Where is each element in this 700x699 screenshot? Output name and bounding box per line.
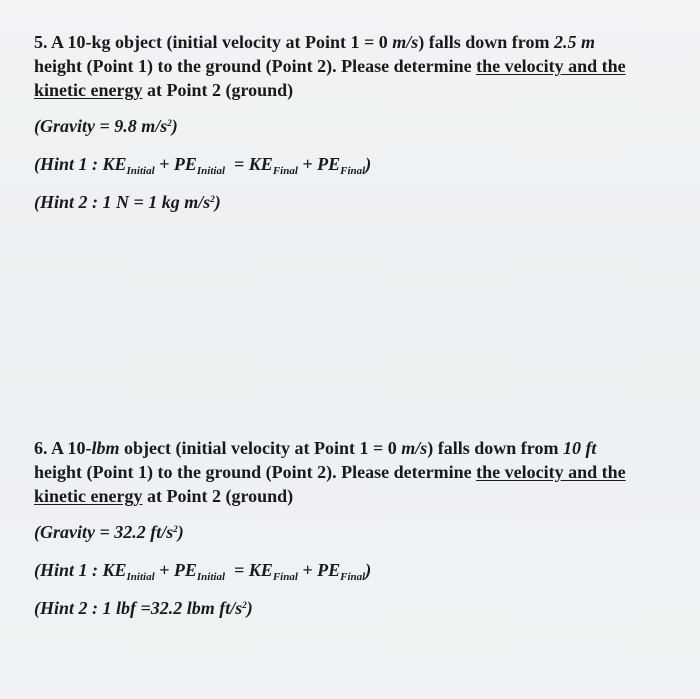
problem-6-velocity-unit: m/s bbox=[401, 438, 428, 458]
problem-6-initial-velocity: 0 bbox=[387, 438, 397, 458]
problem-5-hint-1: (Hint 1 : $KE_{Initial} + PE_{Initial} = KE_{Final} + PE_{Final}$) bbox=[34, 154, 372, 177]
problem-6-underlined-1: the velocity and the bbox=[476, 462, 626, 482]
problem-6-hint-1: (Hint 1 : $KE_{Initial} + PE_{Initial} = KE_{Final} + PE_{Final}$) bbox=[34, 560, 372, 583]
problem-6-text-2: height (Point 1) to the ground (Point 2). Please determine bbox=[34, 462, 472, 482]
problem-5-gravity: (Gravity = 9.8 $m/s^2$) bbox=[34, 116, 178, 136]
problem-5-equals: = bbox=[363, 32, 375, 52]
problem-5 bbox=[34, 30, 674, 214]
problem-6-height: 10 ft bbox=[562, 438, 597, 458]
problem-6-text-1b: ) falls down from bbox=[427, 438, 559, 458]
problem-5-underlined-1: the velocity and the bbox=[476, 56, 626, 76]
problem-6-text-1: object (initial velocity at Point 1 bbox=[124, 438, 369, 458]
problem-5-height: 2.5 m bbox=[553, 32, 595, 52]
problem-5-hint-2: (Hint 2 : 1 N = 1 kg $m/s^2$) bbox=[34, 192, 221, 212]
problem-6-equals: = bbox=[372, 438, 384, 458]
problem-5-text-3: at Point 2 (ground) bbox=[146, 80, 294, 100]
problem-6-mass-unit: lbm bbox=[91, 438, 120, 458]
problem-5-underlined-2: kinetic energy bbox=[34, 80, 143, 100]
problem-6-hint-2: (Hint 2 : 1 lbf =32.2 lbm $ft/s^2$) bbox=[34, 598, 253, 618]
problem-5-text-2: height (Point 1) to the ground (Point 2). Please determine bbox=[34, 56, 472, 76]
problem-5-number: 5. bbox=[34, 32, 48, 52]
problem-6 bbox=[34, 436, 674, 620]
problem-6-statement bbox=[34, 436, 674, 508]
problem-6-text-3: at Point 2 (ground) bbox=[146, 486, 294, 506]
problem-6-gravity: (Gravity = 32.2 $ft/s^2$) bbox=[34, 522, 184, 542]
problem-5-text-1b: ) falls down from bbox=[418, 32, 550, 52]
problem-5-statement bbox=[34, 30, 674, 102]
problem-6-underlined-2: kinetic energy bbox=[34, 486, 143, 506]
problem-5-velocity-unit: m/s bbox=[392, 32, 419, 52]
problem-5-text-1: A 10-kg object (initial velocity at Point 1 bbox=[51, 32, 360, 52]
problem-5-initial-velocity: 0 bbox=[378, 32, 388, 52]
problem-6-number: 6. bbox=[34, 438, 48, 458]
problem-6-text-1a: A 10- bbox=[51, 438, 92, 458]
